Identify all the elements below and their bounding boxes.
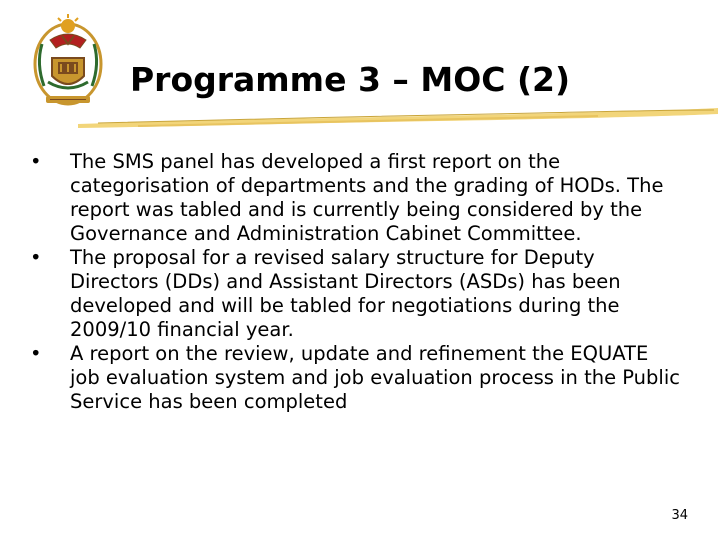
coat-of-arms-icon bbox=[28, 14, 108, 110]
bullet-icon: • bbox=[30, 246, 42, 269]
list-item bbox=[30, 246, 680, 342]
list-item bbox=[30, 150, 680, 246]
bullet-list bbox=[30, 150, 680, 414]
bullet-icon: • bbox=[30, 342, 42, 365]
bullet-text: The SMS panel has developed a first report on the categorisation of departments and the grading of HODs. The report was tabled and is currently being considered by the Governance and Administration Cabinet Committee. bbox=[70, 150, 664, 245]
bullet-icon: • bbox=[30, 150, 42, 173]
title-underline bbox=[78, 104, 718, 130]
bullet-text: A report on the review, update and refinement the EQUATE job evaluation system and job evaluation process in the Public Service has been completed bbox=[70, 342, 680, 413]
list-item bbox=[30, 342, 680, 414]
slide-number: 34 bbox=[671, 508, 688, 523]
bullet-text: The proposal for a revised salary structure for Deputy Directors (DDs) and Assistant Directors (ASDs) has been developed and will be tabled for negotiations during the 2009/10 financial year. bbox=[70, 246, 621, 341]
slide-title: Programme 3 – MOC (2) bbox=[130, 60, 571, 99]
